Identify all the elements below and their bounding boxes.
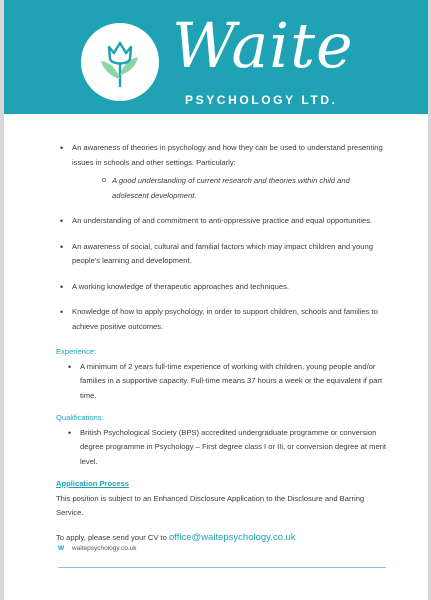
footer-website bbox=[58, 545, 137, 552]
cv-prefix: To apply, please send your CV to bbox=[56, 532, 167, 542]
cv-instruction bbox=[56, 531, 388, 546]
qualifications-item: • British Psychological Society (BPS) accredited undergraduate programme or conversion degree programme in Psychology – First degree class I or IIi, or conversion degree at merit level. bbox=[56, 426, 388, 470]
application-text: This position is subject to an Enhanced Disclosure Application to the Disclosure and Barring Service. bbox=[56, 493, 365, 517]
list-item: • An understanding of and commitment to anti-oppressive practice and equal opportunities. bbox=[56, 214, 388, 229]
list-item bbox=[56, 141, 388, 203]
brand-wordmark: Waite bbox=[172, 9, 354, 82]
experience-heading: Experience: bbox=[56, 347, 97, 356]
list-item: • A working knowledge of therapeutic approaches and techniques. bbox=[56, 280, 388, 295]
web-label: W bbox=[58, 545, 65, 552]
brand-tagline: PSYCHOLOGY LTD. bbox=[185, 93, 338, 107]
list-item: • An awareness of social, cultural and familial factors which may impact children and young people's learning and development. bbox=[56, 240, 388, 269]
footer-divider bbox=[58, 567, 386, 568]
qualifications-heading: Qualifications: bbox=[56, 413, 104, 422]
sub-list-item: o A good understanding of current research and theories within child and adolescent development. bbox=[72, 174, 388, 203]
email-link[interactable]: office@waitepsychology.co.uk bbox=[169, 531, 296, 543]
document-body bbox=[56, 141, 388, 545]
flower-logo-icon bbox=[81, 23, 159, 101]
experience-item: • A minimum of 2 years full-time experience of working with children, young people and/or families in a supportive capacity. Full-time means 37 hours a week or the equivalent if part time. bbox=[56, 360, 388, 404]
list-item: • Knowledge of how to apply psychology, in order to support children, schools and families to achieve positive outcomes. bbox=[56, 305, 388, 334]
list-item-text: An awareness of theories in psychology and how they can be used to understand presenting issues in schools and other settings. Particularly: bbox=[72, 143, 383, 167]
document-page bbox=[4, 0, 428, 600]
logo-emblem bbox=[81, 23, 159, 101]
website-link[interactable]: waitepsychology.co.uk bbox=[71, 545, 137, 552]
application-heading: Application Process bbox=[56, 479, 130, 488]
brand-header bbox=[4, 0, 428, 114]
